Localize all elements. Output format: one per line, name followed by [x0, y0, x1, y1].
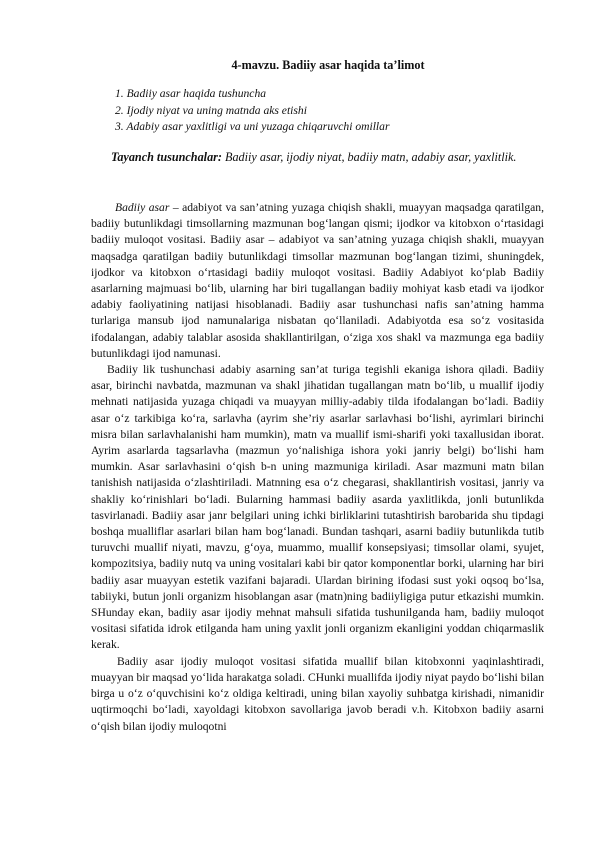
paragraph	[91, 200, 544, 362]
keywords-label: Tayanch tusunchalar:	[111, 150, 222, 164]
keywords-block	[91, 149, 544, 167]
defined-term: Badiiy asar	[115, 201, 170, 214]
paragraph: Badiiy lik tushunchasi adabiy asarning san’at turiga tegishli ekaniga ishora qiladi. Badiiy asar, birinchi navbatda, mazmunan va shakl jihatidan tugallangan matn bo‘lib, u muallif ijodiy mehnati natijasida yuzaga chiqadi va muayyan milliy-adabiy tilda ifodalangan bo‘ladi. Badiiy asar o‘z tarkibiga ko‘ra, sarlavha (ayrim she’riy asarlar sarlavhasi bo‘lishi, ayrimlari birinchi misra bilan sarlavhalanishi ham mumkin), matn va muallif ismi-sharifi yoki taxallusidan iborat. Ayrim asarlarda tagsarlavha (mazmun yo‘nalishiga ishora yoki janriy belgi) bo‘lishi ham mumkin. Asar sarlavhasini o‘qish b-n uning mazmuniga kiriladi. Asar mazmuni matn bilan tanishish natijasida o‘zlashtiriladi. Matnning esa o‘z chegarasi, shakllantirish vositasi, janriy va shakliy ko‘rinishlari bo‘ladi. Bularning hammasi badiiy asarda yaxlitlikda, jonli butunlikda tasvirlanadi. Badiiy asar janr belgilari uning ichki birliklarini tutashtirish barobarida shu tipdagi boshqa mualliflar asarlari bilan ham bog‘lanadi. Bundan tashqari, asarni badiiy butunlikda tutib turuvchi muallif niyati, mavzu, g‘oya, muammo, muallif konsepsiyasi; timsollar olami, syujet, kompozitsiya, badiiy nutq va uning vositalari kabi bir qator komponentlar borki, ularning har biri badiiy asar muayyan estetik vazifani bajaradi. Ulardan birining ifodasi sust yoki oqsoq bo‘lsa, tabiiyki, butun jonli organizm hisoblangan asar (matn)ning badiiyligiga putur etkazishi mumkin. SHunday ekan, badiiy asar ijodiy mehnat mahsuli sifatida tushunilganda ham, badiiy muloqot vositasi sifatida idrok etilganda ham uning yaxlit jonli organizm ekanligini yoddan chiqarmaslik kerak.	[91, 363, 544, 652]
outline-item: 2. Ijodiy niyat va uning matnda aks etishi	[115, 103, 307, 117]
paragraph-text: – adabiyot va san’atning yuzaga chiqish shakli, muayyan maqsadga qaratilgan, badiiy butunlikdagi timsollarning mazmunan bog‘langan qismi; ijodkor va kitobxon o‘rtasidagi badiiy muloqot vositasi. Badiiy asar – adabiyot va san’atning yuzaga chiqish shakli, muayyan maqsadga qaratilgan badiiy butunlikdagi timsollar mazmunan bog‘langan tizimi, shuningdek, ijodkor va kitobxon o‘rtasidagi badiiy muloqot vositasi. Badiiy Adabiyot ko‘plab Badiiy asarlarning majmuasi bo‘lib, ularning har biri tugallangan badiiy mohiyat kasb etadi va ijodkor adabiy faoliyatining natijasi hisoblanadi. Badiiy asar tushunchasi nafis san’atning hamma turlariga mansub ijod namunalariga nisbatan qo‘llaniladi. Adabiyotda esa so‘z vositasida ifodalangan, adabiy talablar asosida shakllantirilgan, o‘ziga xos shakl va mazmunga ega badiiy butunlikdagi ijod namunasi.	[91, 201, 544, 360]
outline-item: 3. Adabiy asar yaxlitligi va uni yuzaga chiqaruvchi omillar	[115, 120, 390, 133]
outline-item: 1. Badiiy asar haqida tushuncha	[115, 87, 267, 100]
topic-outline	[115, 86, 545, 136]
body-text	[91, 200, 544, 735]
paragraph: Badiiy asar ijodiy muloqot vositasi sifatida muallif bilan kitobxonni yaqinlashtiradi, muayyan bir maqsad yo‘lida harakatga soladi. CHunki muallifda ijodiy niyat paydo bo‘lishi bilan birga u o‘z o‘quvchisini ko‘z oldiga keltiradi, uning bilan xayoliy suhbatga kirishadi, nimanidir uqtirmoqchi bo‘ladi, xayoldagi kitobxon savollariga javob beradi v.h. Kitobxon badiiy asarni o‘qish bilan ijodiy muloqotni	[91, 654, 544, 733]
keywords-text: Badiiy asar, ijodiy niyat, badiiy matn, adabiy asar, yaxlitlik.	[221, 150, 517, 164]
page-title: 4-mavzu. Badiiy asar haqida ta’limot	[231, 58, 425, 72]
